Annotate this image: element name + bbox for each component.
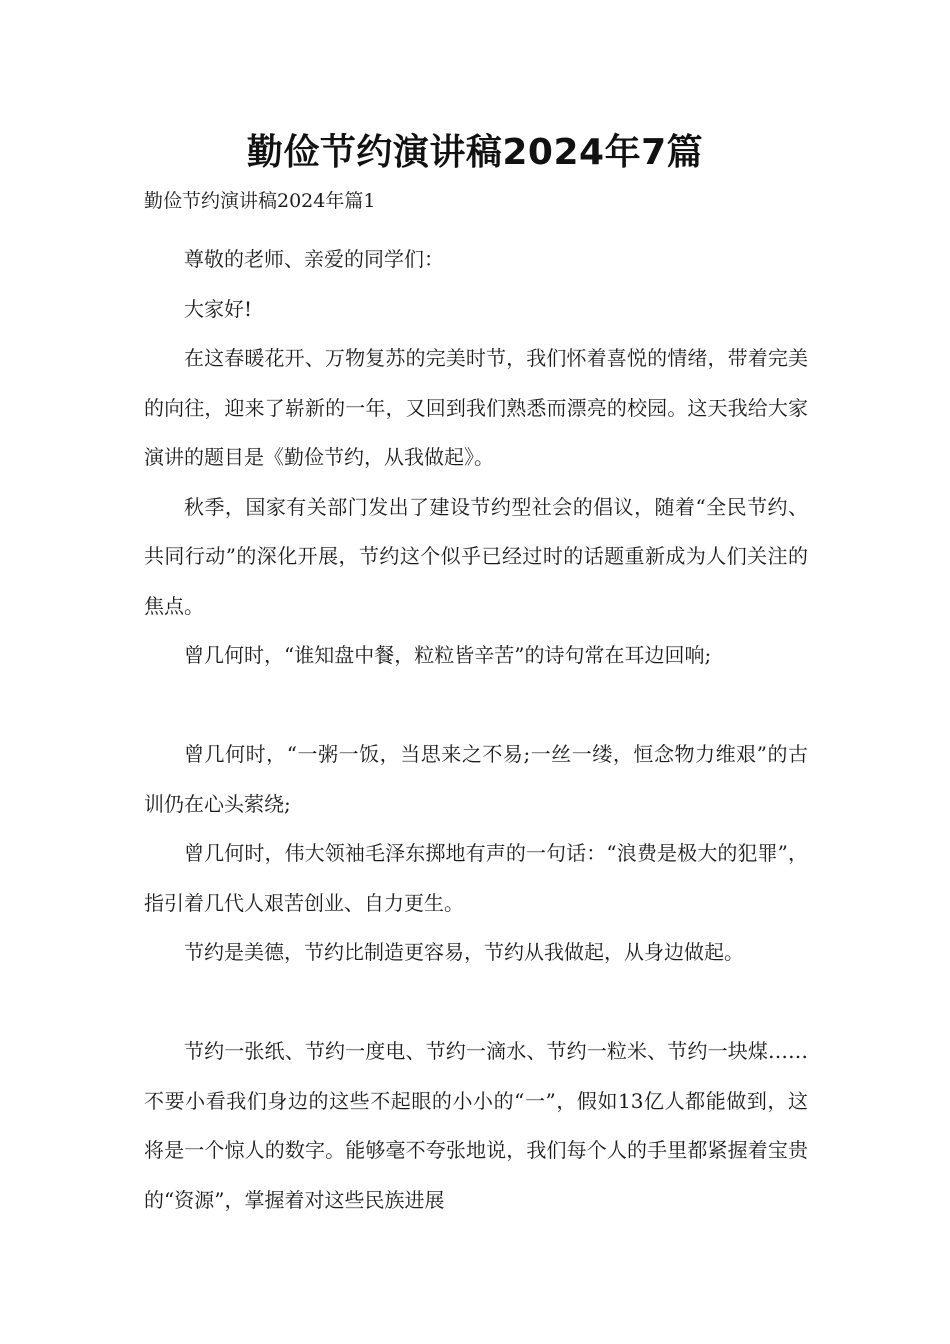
paragraph-spacer (144, 681, 808, 731)
paragraph-spacer (144, 978, 808, 1028)
document-title: 勤俭节约演讲稿2024年7篇 (246, 132, 704, 173)
paragraph-examples: 节约一张纸、节约一度电、节约一滴水、节约一粒米、节约一块煤……不要小看我们身边的这些不起眼的小小的“一”，假如13亿人都能做到，这将是一个惊人的数字。能够毫不夸张地说，我们每个人的手里都紧握着宝贵的“资源”，掌握着对这些民族进展 (144, 1039, 808, 1212)
paragraph-hello: 大家好! (184, 296, 253, 321)
paragraph-greeting: 尊敬的老师、亲爱的同学们： (184, 247, 444, 271)
paragraph-autumn: 秋季，国家有关部门发出了建设节约型社会的倡议，随着“全民节约、共同行动”的深化开展，节约这个似乎已经过时的话题重新成为人们关注的焦点。 (144, 494, 808, 618)
paragraph-proverb: 曾几何时，“一粥一饭，当思来之不易;一丝一缕，恒念物力维艰”的古训仍在心头萦绕; (144, 742, 808, 816)
paragraph-intro: 在这春暖花开、万物复苏的完美时节，我们怀着喜悦的情绪，带着完美的向往，迎来了崭新的一年，又回到我们熟悉而漂亮的校园。这天我给大家演讲的题目是《勤俭节约，从我做起》。 (144, 346, 808, 469)
paragraph-virtue: 节约是美德，节约比制造更容易，节约从我做起，从身边做起。 (184, 940, 744, 964)
paragraph-poem: 曾几何时，“谁知盘中餐，粒粒皆辛苦”的诗句常在耳边回响; (184, 643, 712, 667)
section-heading: 勤俭节约演讲稿2024年篇1 (144, 190, 376, 212)
document-body (144, 235, 808, 1225)
paragraph-quote: 曾几何时，伟大领袖毛泽东掷地有声的一句话：“浪费是极大的犯罪”，指引着几代人艰苦创业、自力更生。 (144, 841, 808, 915)
